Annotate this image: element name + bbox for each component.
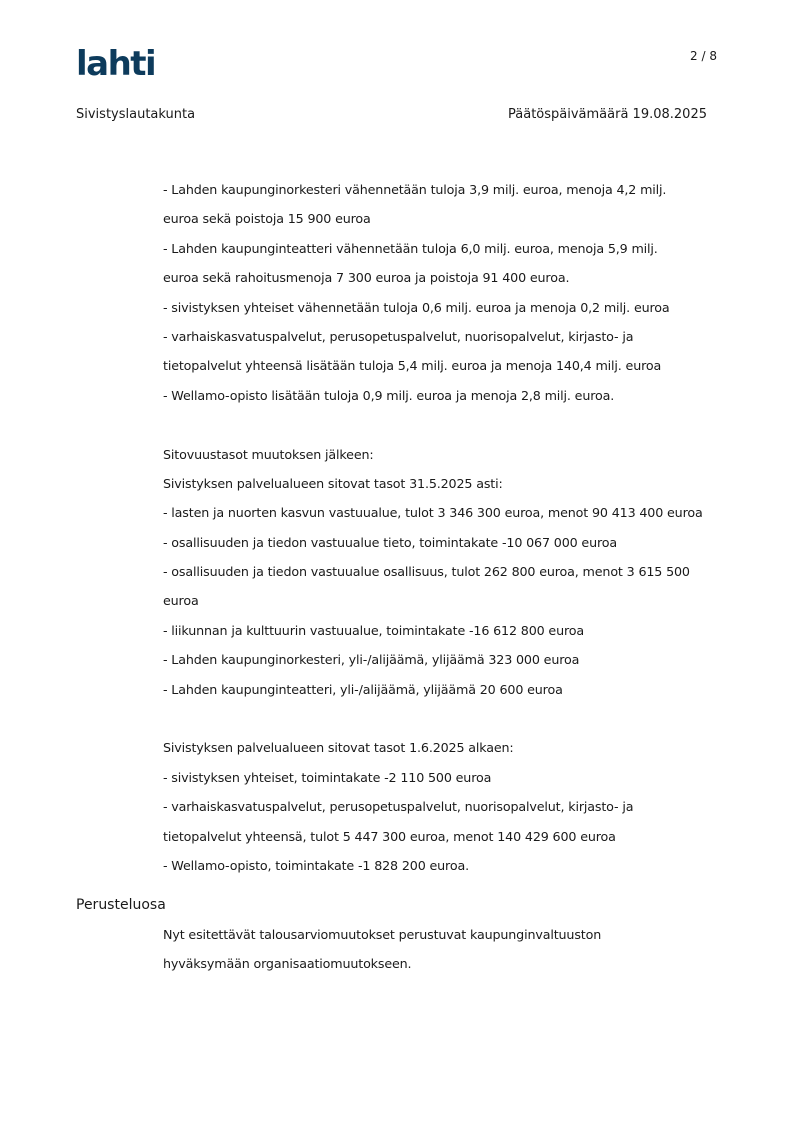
decision-date: Päätöspäivämäärä 19.08.2025 [508, 107, 707, 122]
reasoning-line: hyväksymään organisaatiomuutokseen. [163, 956, 412, 972]
binding-levels-line: - lasten ja nuorten kasvun vastuualue, tulot 3 346 300 euroa, menot 90 413 400 euroa [163, 505, 703, 521]
proposal-line: - Lahden kaupunginorkesteri vähennetään tuloja 3,9 milj. euroa, menoja 4,2 milj. [163, 182, 667, 197]
binding-levels-line: - osallisuuden ja tiedon vastuualue tieto, toimintakate -10 067 000 euroa [163, 534, 618, 550]
binding-levels-from-line: - sivistyksen yhteiset, toimintakate -2 110 500 euroa [163, 769, 492, 785]
paragraph-gap [163, 704, 723, 733]
reasoning-line: Nyt esitettävät talousarviomuutokset perustuvat kaupunginvaltuuston [163, 927, 602, 942]
lahti-logo: lahti [76, 44, 156, 84]
binding-levels-line: Sitovuustasot muutoksen jälkeen: [163, 446, 374, 462]
proposal-line: euroa sekä rahoitusmenoja 7 300 euroa ja poistoja 91 400 euroa. [163, 270, 570, 286]
proposal-line: - varhaiskasvatuspalvelut, perusopetuspalvelut, nuorisopalvelut, kirjasto- ja [163, 328, 634, 344]
page-number: 2 / 8 [690, 49, 717, 63]
binding-levels-line: - Lahden kaupunginteatteri, yli-/alijäämä, ylijäämä 20 600 euroa [163, 681, 563, 697]
reasoning-body [163, 920, 723, 979]
proposal-line: - sivistyksen yhteiset vähennetään tuloja 0,6 milj. euroa ja menoja 0,2 milj. euroa [163, 299, 670, 315]
proposal-line: tietopalvelut yhteensä lisätään tuloja 5,4 milj. euroa ja menoja 140,4 milj. euroa [163, 358, 662, 374]
proposal-line: - Wellamo-opisto lisätään tuloja 0,9 milj. euroa ja menoja 2,8 milj. euroa. [163, 387, 615, 403]
proposal-line: euroa sekä poistoja 15 900 euroa [163, 211, 371, 227]
binding-levels-line: - liikunnan ja kulttuurin vastuualue, toimintakate -16 612 800 euroa [163, 622, 585, 638]
paragraph-gap [163, 410, 723, 439]
decision-body [163, 175, 723, 880]
binding-levels-line: Sivistyksen palvelualueen sitovat tasot 31.5.2025 asti: [163, 475, 503, 491]
binding-levels-from-line: - Wellamo-opisto, toimintakate -1 828 200 euroa. [163, 857, 469, 873]
binding-levels-line: - osallisuuden ja tiedon vastuualue osallisuus, tulot 262 800 euroa, menot 3 615 500 [163, 564, 690, 580]
binding-levels-line: euroa [163, 593, 199, 609]
binding-levels-from-line: tietopalvelut yhteensä, tulot 5 447 300 euroa, menot 140 429 600 euroa [163, 828, 616, 844]
binding-levels-line: - Lahden kaupunginorkesteri, yli-/alijäämä, ylijäämä 323 000 euroa [163, 652, 580, 668]
reasoning-heading: Perusteluosa [76, 897, 166, 913]
committee-name: Sivistyslautakunta [76, 107, 196, 122]
binding-levels-from-line: Sivistyksen palvelualueen sitovat tasot 1.6.2025 alkaen: [163, 740, 514, 756]
binding-levels-from-line: - varhaiskasvatuspalvelut, perusopetuspalvelut, nuorisopalvelut, kirjasto- ja [163, 799, 634, 815]
proposal-line: - Lahden kaupunginteatteri vähennetään tuloja 6,0 milj. euroa, menoja 5,9 milj. [163, 240, 658, 256]
